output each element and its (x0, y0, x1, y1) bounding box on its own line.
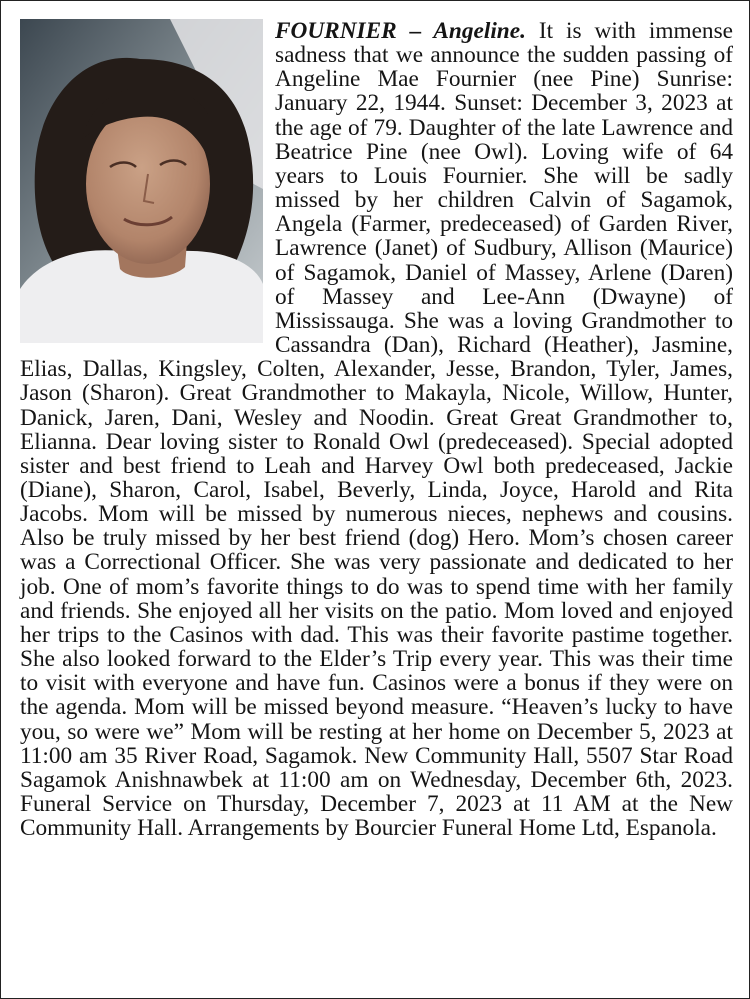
obituary-body: It is with immense sadness that we announce the sudden passing of Angeline Mae Fournier (nee Pine) Sunrise: January 22, 1944. Sunset: December 3, 2023 at the age of 79. Daughter of the late Lawrence and Beatrice Pine (nee Owl). Loving wife of 64 years to Louis Fournier. She will be sadly missed by her children Calvin of Sagamok, Angela (Farmer, predeceased) of Garden River, Lawrence (Janet) of Sudbury, Allison (Maurice) of Sagamok, Daniel of Massey, Arlene (Daren) of Massey and Lee-Ann (Dwayne) of Mississauga. She was a loving Grandmother to Cassandra (Dan), Richard (Heather), Jasmine, Elias, Dallas, Kingsley, Colten, Alexander, Jesse, Brandon, Tyler, James, Jason (Sharon). Great Grandmother to Makayla, Nicole, Willow, Hunter, Danick, Jaren, Dani, Wesley and Noodin. Great Great Grandmother to, Elianna. Dear loving sister to Ronald Owl (predeceased). Special adopted sister and best friend to Leah and Harvey Owl both predeceased, Jackie (Diane), Sharon, Carol, Isabel, Beverly, Linda, Joyce, Harold and Rita Jacobs. Mom will be missed by numerous nieces, nephews and cousins. Also be truly missed by her best friend (dog) Hero. Mom’s chosen career was a Correctional Officer. She was very passionate and dedicated to her job. One of mom’s favorite things to do was to spend time with her family and friends. She enjoyed all her visits on the patio. Mom loved and enjoyed her trips to the Casinos with dad. This was their favorite pastime together. She also looked forward to the Elder’s Trip every year. This was their time to visit with everyone and have fun. Casinos were a bonus if they were on the agenda. Mom will be missed beyond measure. “Heaven’s lucky to have you, so were we” Mom will be resting at her home on December 5, 2023 at 11:00 am 35 River Road, Sagamok. New Community Hall, 5507 Star Road Sagamok Anishnawbek at 11:00 am on Wednesday, December 6th, 2023. Funeral Service on Thursday, December 7, 2023 at 11 AM at the New Community Hall. Arrangements by Bourcier Funeral Home Ltd, Espanola. (20, 18, 733, 842)
portrait-illustration (20, 19, 263, 343)
portrait-photo (20, 19, 263, 343)
obituary-headline: FOURNIER – Angeline. (275, 18, 526, 44)
